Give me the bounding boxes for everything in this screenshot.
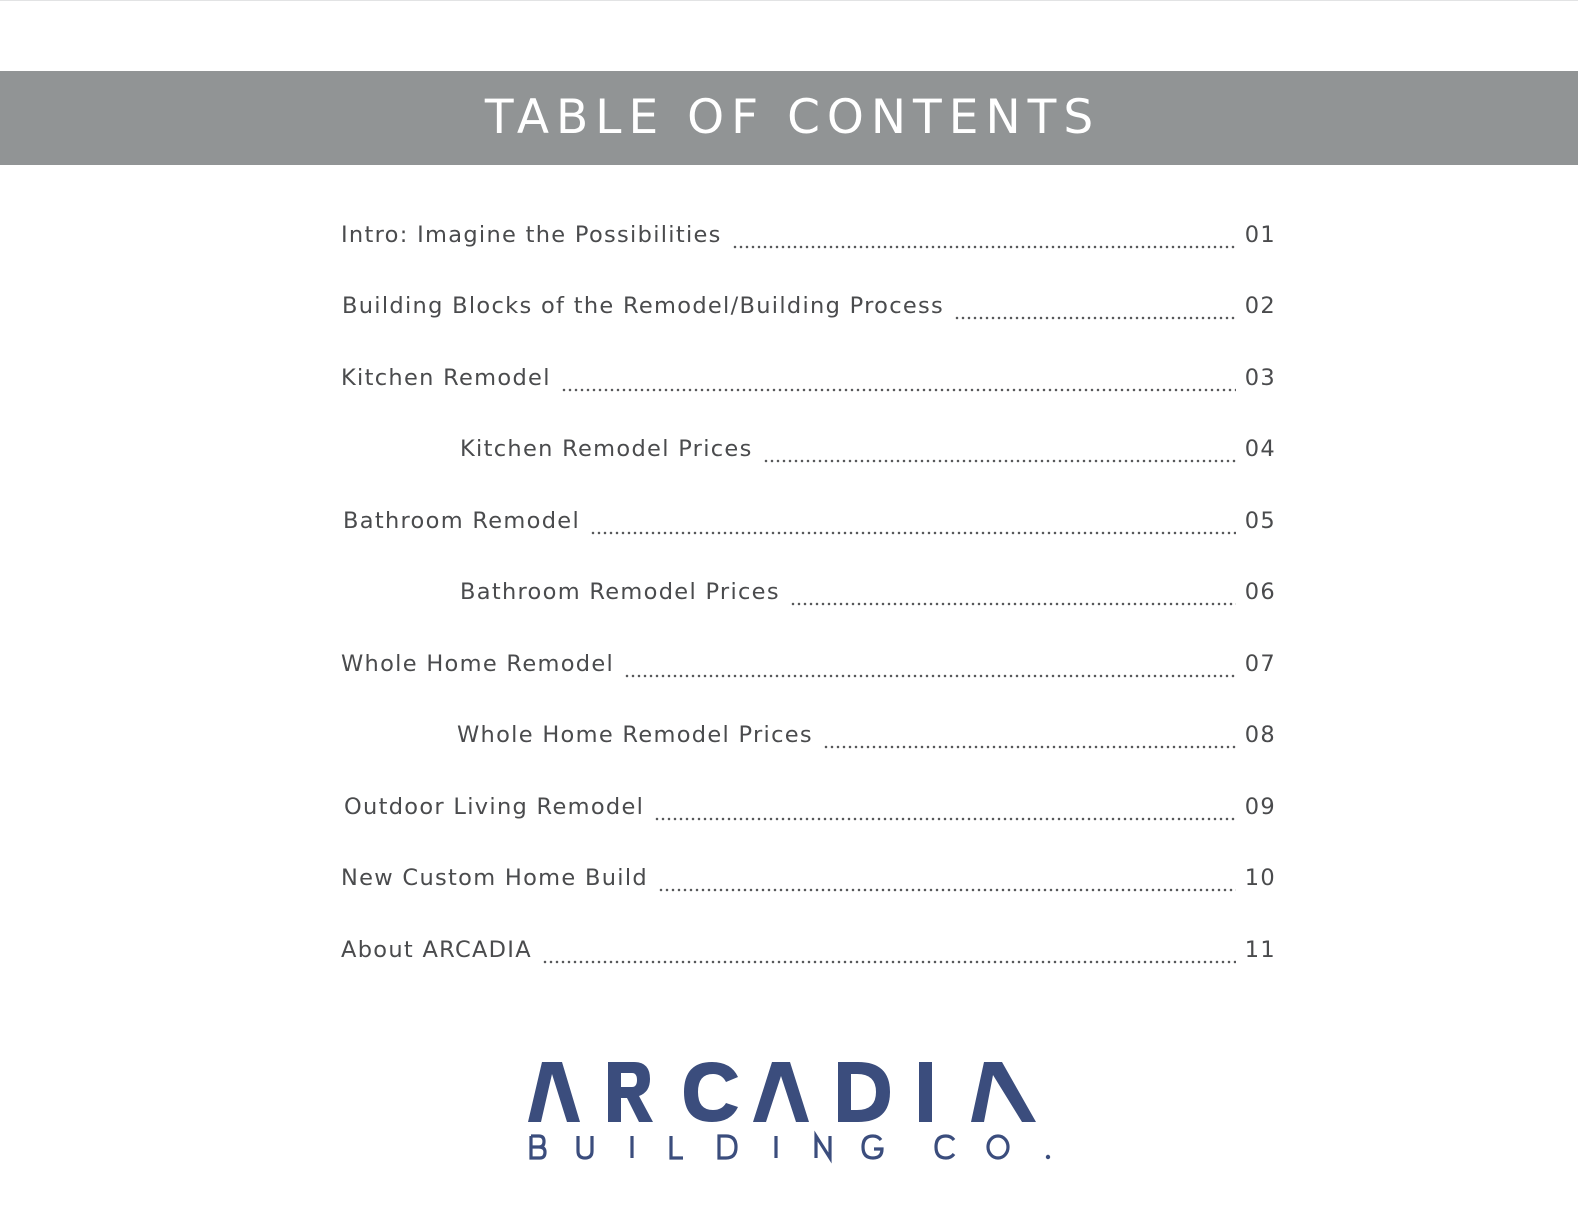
- toc-entry-page-number: 06: [1244, 579, 1276, 605]
- toc-entry-bathroom-remodel[interactable]: [343, 508, 1276, 540]
- toc-entry-page-number: 09: [1244, 794, 1276, 820]
- dot-leader: [732, 245, 1236, 249]
- dot-leader: [954, 316, 1236, 320]
- toc-entry-building-blocks[interactable]: [342, 293, 1276, 325]
- toc-entry-whole-home-remodel[interactable]: [341, 651, 1276, 683]
- toc-entry-bathroom-remodel-prices[interactable]: [460, 579, 1276, 611]
- toc-entry-whole-home-remodel-prices[interactable]: [457, 722, 1276, 754]
- logo-mark: [528, 1062, 1054, 1166]
- dot-leader: [542, 960, 1236, 964]
- toc-entry-page-number: 02: [1244, 293, 1276, 319]
- toc-entry-page-number: 04: [1244, 436, 1276, 462]
- dot-leader: [823, 745, 1236, 749]
- toc-entry-page-number: 07: [1244, 651, 1276, 677]
- toc-entry-label: Kitchen Remodel: [341, 365, 551, 391]
- toc-entry-label: Bathroom Remodel: [343, 508, 580, 534]
- dot-leader: [654, 817, 1236, 821]
- logo-wordmark: [528, 1062, 1036, 1122]
- toc-entry-page-number: 03: [1244, 365, 1276, 391]
- toc-entry-page-number: 08: [1244, 722, 1276, 748]
- dot-leader: [658, 888, 1236, 892]
- toc-entry-kitchen-remodel-prices[interactable]: [460, 436, 1276, 468]
- toc-entry-label: Outdoor Living Remodel: [344, 794, 645, 820]
- logo-period: [1046, 1155, 1050, 1159]
- toc-entry-label: Kitchen Remodel Prices: [460, 436, 753, 462]
- toc-entry-label: New Custom Home Build: [341, 865, 648, 891]
- toc-entry-page-number: 11: [1244, 937, 1276, 963]
- toc-entry-label: Building Blocks of the Remodel/Building Process: [342, 293, 945, 319]
- toc-entry-page-number: 10: [1244, 865, 1276, 891]
- toc-entry-page-number: 05: [1244, 508, 1276, 534]
- toc-entry-intro[interactable]: [341, 222, 1276, 254]
- arcadia-building-co-logo: [528, 1062, 1054, 1166]
- logo-tagline: [531, 1136, 1008, 1158]
- toc-entry-label: Whole Home Remodel: [341, 651, 615, 677]
- page-title: TABLE OF CONTENTS: [484, 89, 1101, 145]
- toc-entry-page-number: 01: [1244, 222, 1276, 248]
- toc-entry-label: Bathroom Remodel Prices: [460, 579, 780, 605]
- toc-entry-outdoor-living-remodel[interactable]: [344, 794, 1276, 826]
- dot-leader: [790, 602, 1236, 606]
- toc-entry-label: Intro: Imagine the Possibilities: [341, 222, 722, 248]
- dot-leader: [561, 388, 1236, 392]
- toc-entry-label: About ARCADIA: [341, 937, 532, 963]
- toc-entry-about-arcadia[interactable]: [341, 937, 1276, 969]
- toc-entry-label: Whole Home Remodel Prices: [457, 722, 813, 748]
- dot-leader: [624, 674, 1236, 678]
- dot-leader: [590, 531, 1236, 535]
- dot-leader: [763, 459, 1236, 463]
- toc-entry-kitchen-remodel[interactable]: [341, 365, 1276, 397]
- toc-entry-new-custom-home-build[interactable]: [341, 865, 1276, 897]
